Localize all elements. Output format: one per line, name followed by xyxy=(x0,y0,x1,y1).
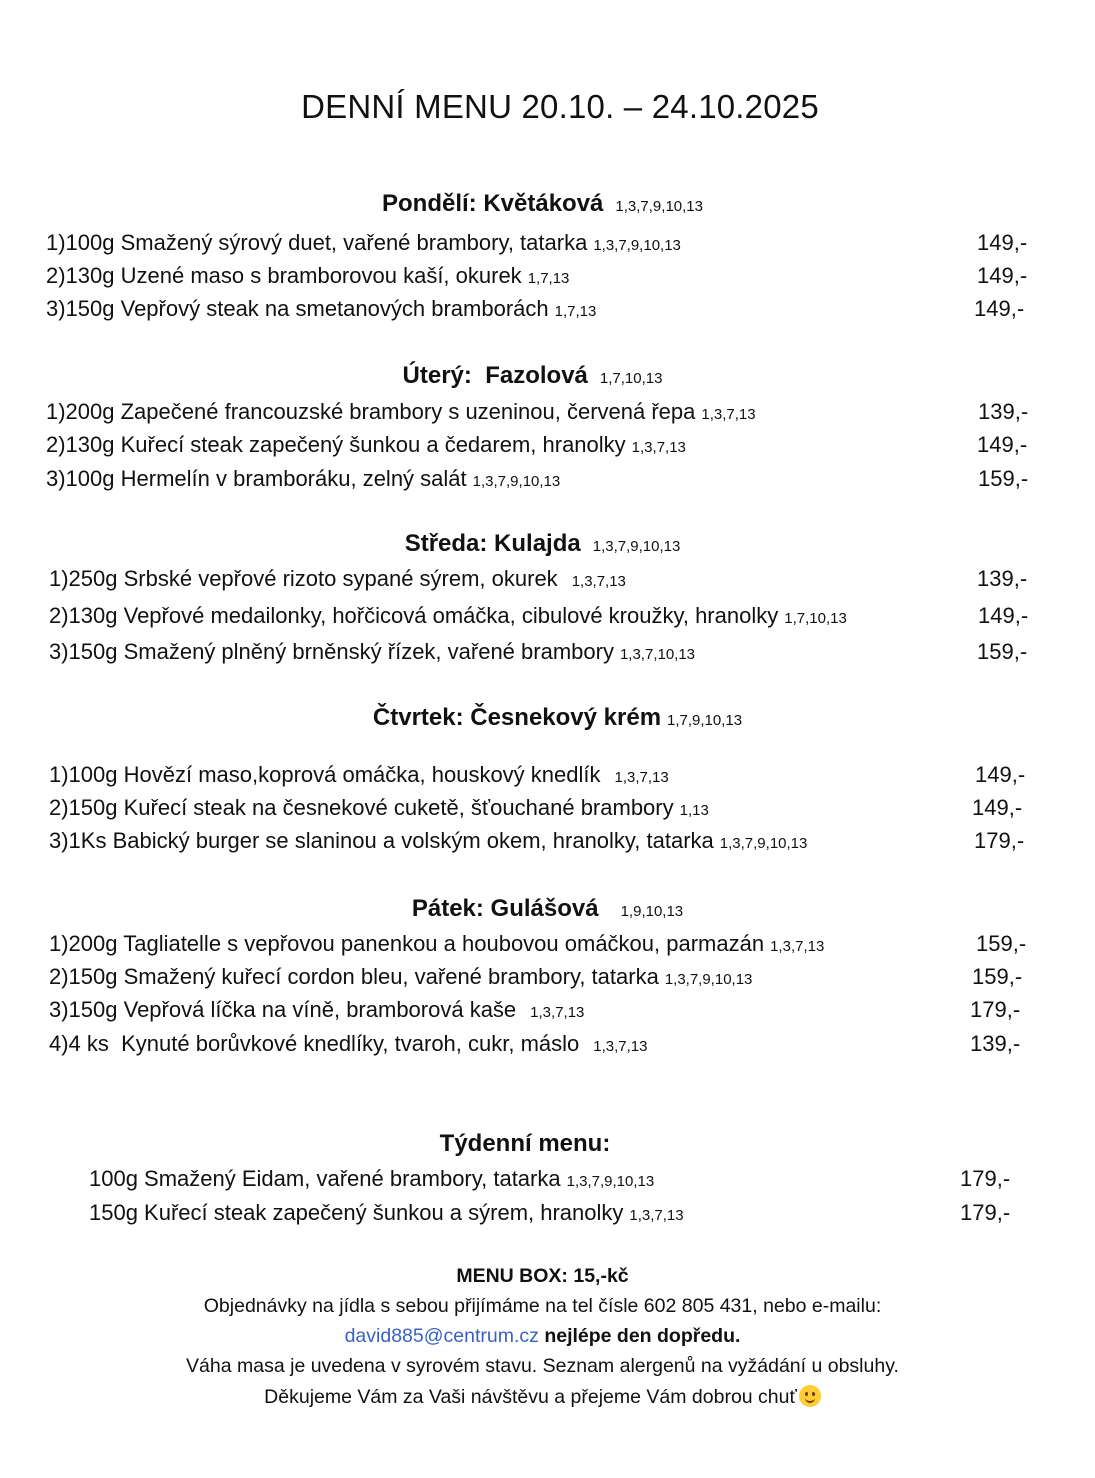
price: 149,- xyxy=(974,296,1025,321)
day-heading-wednesday xyxy=(0,530,1090,558)
dish-allergens: 1,3,7,9,10,13 xyxy=(593,237,681,254)
day-heading-monday xyxy=(0,190,1090,218)
dish-allergens: 1,3,7,13 xyxy=(770,938,825,955)
price: 149,- xyxy=(975,762,1026,787)
dish: 1)100g Smažený sýrový duet, vařené brambory, tatarka 1,3,7,9,10,13 xyxy=(46,230,681,255)
dish: 1)200g Zapečené francouzské brambory s uzeninou, červená řepa 1,3,7,13 xyxy=(46,399,756,424)
day-name: Čtvrtek: Česnekový krém xyxy=(372,704,662,731)
menu-row xyxy=(0,263,1095,295)
price: 179,- xyxy=(960,1166,1011,1191)
menu-row xyxy=(0,603,1095,635)
dish: 100g Smažený Eidam, vařené brambory, tatarka 1,3,7,9,10,13 xyxy=(89,1166,655,1191)
dish: 2)130g Vepřové medailonky, hořčicová omáčka, cibulové kroužky, hranolky 1,7,10,13 xyxy=(49,603,847,628)
menu-row xyxy=(0,762,1095,794)
dish: 1)200g Tagliatelle s vepřovou panenkou a houbovou omáčkou, parmazán 1,3,7,13 xyxy=(49,931,825,956)
price: 179,- xyxy=(970,997,1021,1022)
smiling-face-icon xyxy=(799,1385,821,1407)
dish-allergens: 1,3,7,13 xyxy=(593,1038,648,1055)
dish-allergens: 1,7,13 xyxy=(554,303,597,320)
menu-row xyxy=(0,432,1095,464)
menu-row xyxy=(0,997,1095,1029)
weight-note: Váha masa je uvedena v syrovém stavu. Seznam alergenů na vyžádání u obsluhy. xyxy=(186,1355,899,1377)
thanks-line xyxy=(0,1385,1085,1409)
dish: 1)250g Srbské vepřové rizoto sypané sýrem, okurek 1,3,7,13 xyxy=(49,566,626,591)
day-name: Pátek: Gulášová xyxy=(411,895,599,922)
email-link[interactable]: david885@centrum.cz xyxy=(344,1325,539,1347)
price: 149,- xyxy=(972,795,1023,820)
day-heading-friday xyxy=(0,895,1095,923)
price: 139,- xyxy=(978,399,1029,424)
weekly-menu-heading: Týdenní menu: xyxy=(439,1130,611,1157)
day-name: Pondělí: Květáková xyxy=(382,190,604,217)
dish: 2)130g Kuřecí steak zapečený šunkou a čedarem, hranolky 1,3,7,13 xyxy=(46,432,686,457)
price: 149,- xyxy=(978,603,1029,628)
thanks-text: Děkujeme Vám za Vaši návštěvu a přejeme Vám dobrou chuť xyxy=(264,1386,797,1408)
price: 149,- xyxy=(977,432,1028,457)
price: 159,- xyxy=(972,964,1023,989)
price: 159,- xyxy=(976,931,1027,956)
dish-allergens: 1,3,7,9,10,13 xyxy=(566,1173,655,1190)
price: 179,- xyxy=(974,828,1025,853)
day-allergens: 1,7,10,13 xyxy=(599,370,663,387)
dish: 3)100g Hermelín v bramboráku, zelný salát 1,3,7,9,10,13 xyxy=(46,466,561,491)
menu-row xyxy=(0,1031,1095,1063)
day-heading-thursday xyxy=(10,704,1095,732)
dish-allergens: 1,3,7,13 xyxy=(530,1004,585,1021)
page-title: DENNÍ MENU 20.10. – 24.10.2025 xyxy=(301,88,819,125)
price: 159,- xyxy=(978,466,1029,491)
dish-allergens: 1,3,7,10,13 xyxy=(619,646,696,663)
menu-row xyxy=(0,795,1095,827)
price: 139,- xyxy=(970,1031,1021,1056)
dish-allergens: 1,3,7,9,10,13 xyxy=(719,835,808,852)
dish: 4)4 ks Kynuté borůvkové knedlíky, tvaroh, cukr, máslo 1,3,7,13 xyxy=(49,1031,648,1056)
menu-row xyxy=(0,566,1095,598)
dish-allergens: 1,7,13 xyxy=(527,270,570,287)
dish-allergens: 1,3,7,13 xyxy=(614,769,669,786)
dish-allergens: 1,3,7,13 xyxy=(629,1207,684,1224)
menu-row xyxy=(0,964,1095,996)
dish: 150g Kuřecí steak zapečený šunkou a sýrem, hranolky 1,3,7,13 xyxy=(89,1200,684,1225)
menu-row xyxy=(0,296,1095,328)
menu-row xyxy=(0,466,1095,498)
price: 159,- xyxy=(977,639,1028,664)
menu-row xyxy=(0,828,1095,860)
price: 149,- xyxy=(977,230,1028,255)
day-heading-tuesday xyxy=(0,362,1080,390)
email-line xyxy=(0,1325,1085,1348)
dish-allergens: 1,3,7,9,10,13 xyxy=(664,971,753,988)
dish: 2)150g Smažený kuřecí cordon bleu, vařené brambory, tatarka 1,3,7,9,10,13 xyxy=(49,964,753,989)
price: 179,- xyxy=(960,1200,1011,1225)
dish-allergens: 1,7,10,13 xyxy=(784,610,847,627)
menu-row xyxy=(0,931,1095,963)
dish-allergens: 1,3,7,13 xyxy=(701,406,756,423)
menu-box-note: MENU BOX: 15,-kč xyxy=(456,1265,629,1287)
email-suffix: nejlépe den dopředu. xyxy=(544,1325,741,1347)
weekly-menu-row xyxy=(0,1200,1095,1232)
dish: 2)150g Kuřecí steak na česnekové cuketě, šťouchané brambory 1,13 xyxy=(49,795,709,820)
dish-allergens: 1,13 xyxy=(679,802,709,819)
dish: 3)1Ks Babický burger se slaninou a volským okem, hranolky, tatarka 1,3,7,9,10,13 xyxy=(49,828,808,853)
orders-note: Objednávky na jídla s sebou přijímáme na tel čísle 602 805 431, nebo e-mailu: xyxy=(203,1295,882,1317)
day-allergens: 1,9,10,13 xyxy=(620,903,684,920)
menu-row xyxy=(0,399,1095,431)
dish-allergens: 1,3,7,13 xyxy=(571,573,626,590)
menu-row xyxy=(0,639,1095,671)
weekly-menu-row xyxy=(0,1166,1095,1198)
dish: 3)150g Vepřový steak na smetanových bramborách 1,7,13 xyxy=(46,296,597,321)
dish: 3)150g Vepřová líčka na víně, bramborová kaše 1,3,7,13 xyxy=(49,997,585,1022)
dish: 3)150g Smažený plněný brněnský řízek, vařené brambory 1,3,7,10,13 xyxy=(49,639,696,664)
day-allergens: 1,7,9,10,13 xyxy=(667,712,743,729)
dish: 2)130g Uzené maso s bramborovou kaší, okurek 1,7,13 xyxy=(46,263,570,288)
day-name: Úterý: Fazolová xyxy=(402,362,588,389)
day-allergens: 1,3,7,9,10,13 xyxy=(615,198,703,215)
dish: 1)100g Hovězí maso,koprová omáčka, houskový knedlík 1,3,7,13 xyxy=(49,762,669,787)
price: 139,- xyxy=(977,566,1028,591)
menu-row xyxy=(0,230,1095,262)
price: 149,- xyxy=(977,263,1028,288)
day-name: Středa: Kulajda xyxy=(404,530,581,557)
dish-allergens: 1,3,7,13 xyxy=(631,439,686,456)
day-allergens: 1,3,7,9,10,13 xyxy=(592,538,681,555)
dish-allergens: 1,3,7,9,10,13 xyxy=(472,473,561,490)
